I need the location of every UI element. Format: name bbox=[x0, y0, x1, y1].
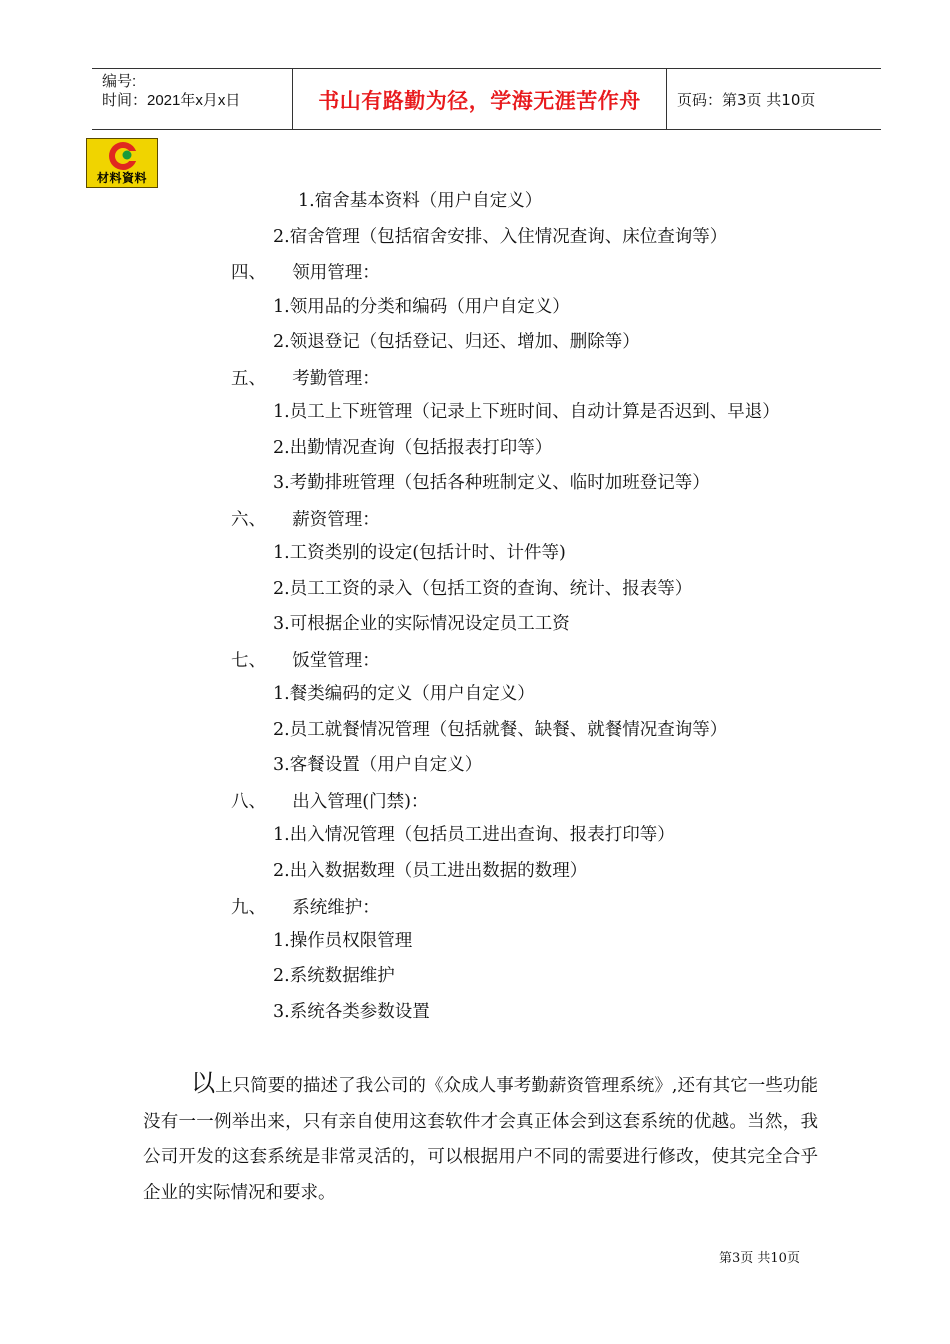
header-page-cell bbox=[665, 69, 881, 129]
header-left-cell bbox=[92, 69, 292, 129]
section-heading: 八、 出入管理(门禁)： bbox=[231, 792, 429, 812]
list-item: 2.领退登记（包括登记、归还、增加、删除等） bbox=[273, 332, 640, 352]
list-item: 1.餐类编码的定义（用户自定义） bbox=[273, 684, 535, 704]
list-item: 3.考勤排班管理（包括各种班制定义、临时加班登记等） bbox=[273, 473, 710, 493]
list-item: 2.宿舍管理（包括宿舍安排、入住情况查询、床位查询等） bbox=[273, 227, 728, 247]
list-item: 3.可根据企业的实际情况设定员工工资 bbox=[273, 614, 570, 634]
summary-text: 上只简要的描述了我公司的《众成人事考勤薪资管理系统》,还有其它一些功能没有一一例举出来，只有亲自使用这套软件才会真正体会到这套系统的优越。当然，我公司开发的这套系统是非常灵活的，可以根据用户不同的需要进行修改，使其完全合乎企业的实际情况和要求。 bbox=[143, 1076, 819, 1203]
page-header bbox=[92, 68, 881, 130]
section-heading: 六、 薪资管理： bbox=[231, 510, 380, 530]
list-item: 3.客餐设置（用户自定义） bbox=[273, 755, 483, 775]
logo-emblem-icon bbox=[87, 139, 157, 173]
list-item: 2.员工工资的录入（包括工资的查询、统计、报表等） bbox=[273, 579, 693, 599]
document-number-label: 编号: bbox=[102, 73, 137, 90]
header-page-number: 页码：第3页 共10页 bbox=[677, 91, 816, 109]
list-item: 3.系统各类参数设置 bbox=[273, 1002, 430, 1022]
list-item: 1.出入情况管理（包括员工进出查询、报表打印等） bbox=[273, 825, 675, 845]
document-time-label: 时间：2021年x月x日 bbox=[102, 92, 241, 109]
list-item: 2.系统数据维护 bbox=[273, 966, 395, 986]
list-item: 1.工资类别的设定(包括计时、计件等) bbox=[273, 543, 566, 563]
section-heading: 五、 考勤管理： bbox=[231, 369, 380, 389]
list-item: 2.出入数据数理（员工进出数据的数理） bbox=[273, 861, 588, 881]
section-heading: 九、 系统维护： bbox=[231, 898, 380, 918]
list-item: 1.操作员权限管理 bbox=[273, 931, 413, 951]
header-motto: 书山有路勤为径，学海无涯苦作舟 bbox=[318, 89, 641, 113]
list-item: 1.宿舍基本资料（用户自定义） bbox=[298, 191, 543, 211]
list-item: 2.员工就餐情况管理（包括就餐、缺餐、就餐情况查询等） bbox=[273, 720, 728, 740]
list-item: 1.员工上下班管理（记录上下班时间、自动计算是否迟到、早退） bbox=[273, 402, 780, 422]
logo-text: 材料資料 bbox=[96, 171, 147, 185]
section-heading: 七、 饭堂管理： bbox=[231, 651, 380, 671]
footer-page-number: 第3页 共10页 bbox=[719, 1251, 800, 1266]
summary-paragraph bbox=[143, 1066, 818, 1211]
summary-first-character: 以 bbox=[191, 1069, 216, 1097]
list-item: 2.出勤情况查询（包括报表打印等） bbox=[273, 438, 553, 458]
header-motto-cell bbox=[292, 69, 667, 129]
materials-logo bbox=[86, 138, 158, 188]
list-item: 1.领用品的分类和编码（用户自定义） bbox=[273, 297, 570, 317]
section-heading: 四、 领用管理： bbox=[231, 263, 380, 283]
